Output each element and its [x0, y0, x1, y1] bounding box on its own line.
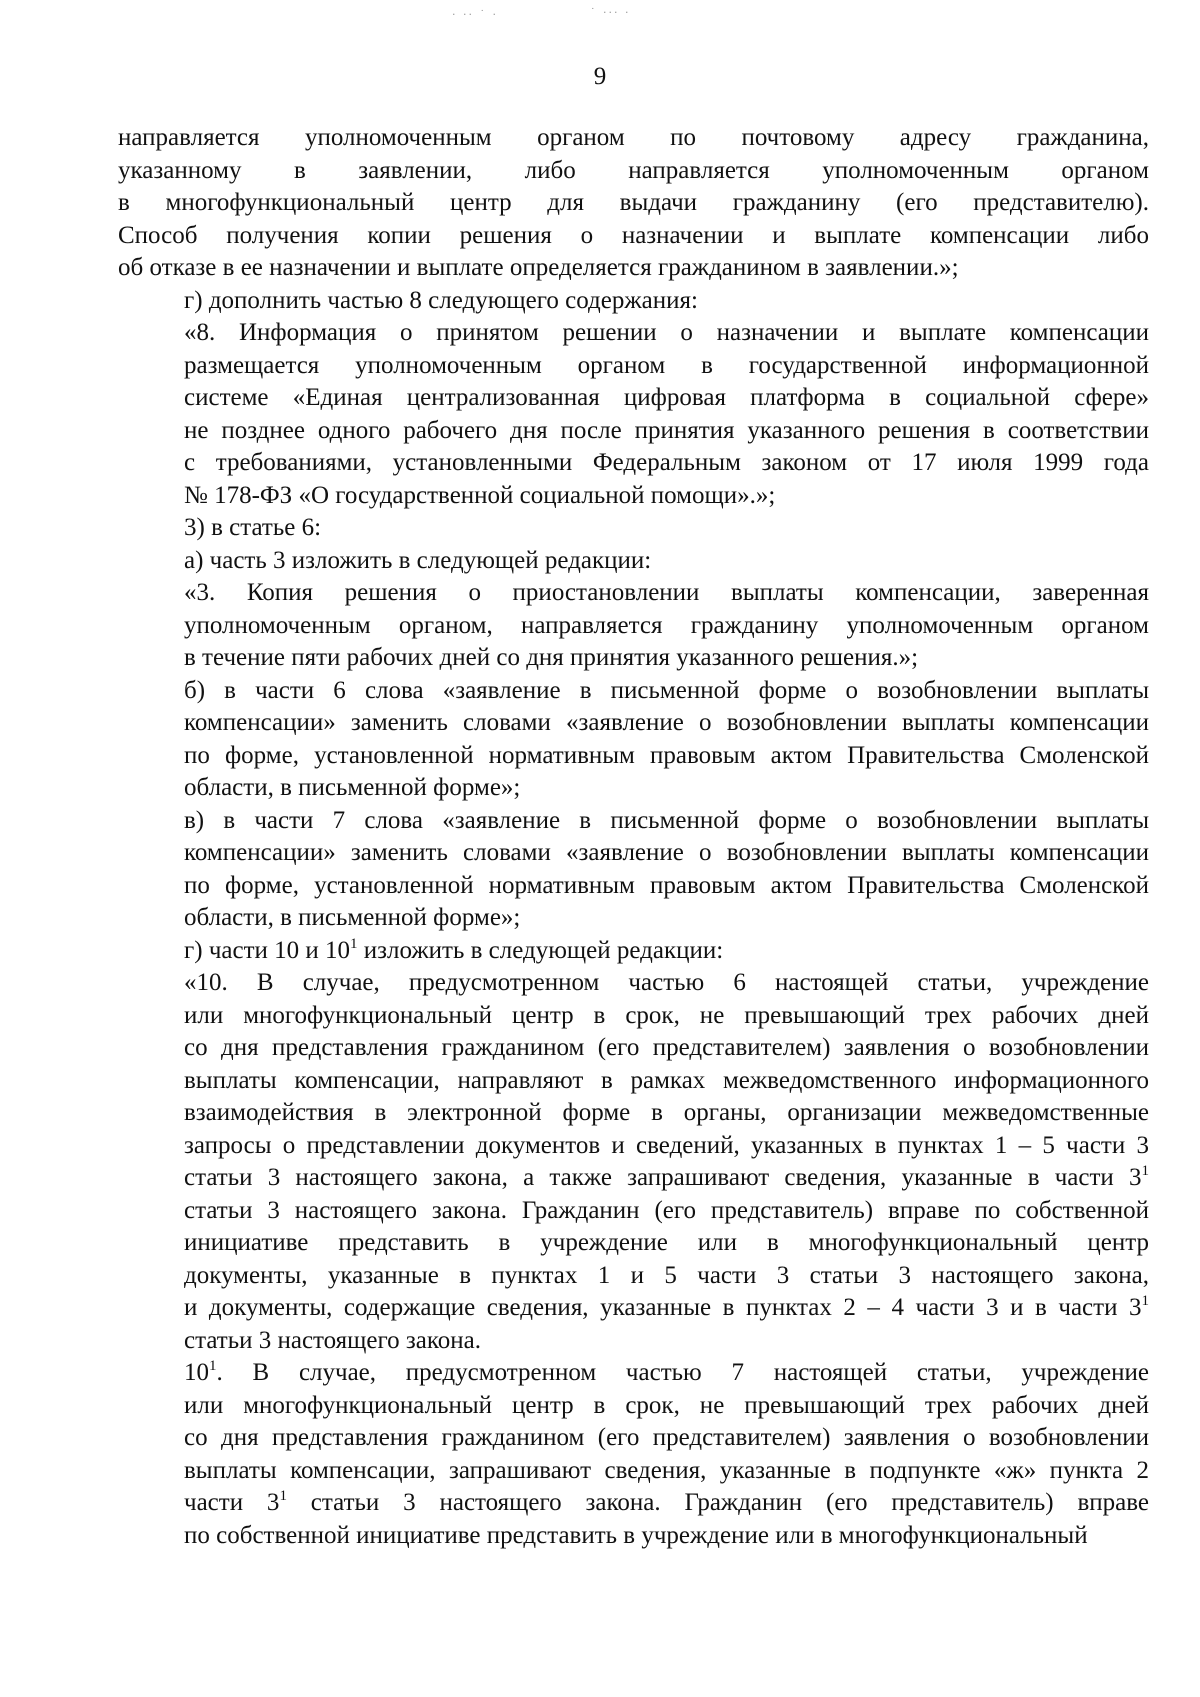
- text-line: [118, 1292, 1149, 1325]
- text-run: по форме, установленной нормативным правовым актом Правительства Смоленской: [184, 741, 1149, 769]
- text-line: [118, 1000, 1149, 1033]
- text-line: [118, 545, 1149, 578]
- paragraph: [118, 1357, 1149, 1552]
- text-line: [118, 837, 1149, 870]
- text-line: [118, 967, 1149, 1000]
- text-run: в) в части 7 слова «заявление в письменной форме о возобновлении выплаты: [184, 806, 1149, 834]
- text-line: [118, 512, 1149, 545]
- text-run: а) часть 3 изложить в следующей редакции:: [184, 546, 652, 574]
- paragraph: [118, 317, 1149, 512]
- text-run: компенсации» заменить словами «заявление о возобновлении выплаты компенсации: [184, 709, 1149, 736]
- superscript: 1: [1141, 1163, 1149, 1179]
- text-line: [118, 610, 1149, 643]
- text-run: со дня представления гражданином (его представителем) заявления о возобновлении: [184, 1424, 1149, 1451]
- paragraph: [118, 675, 1149, 805]
- text-run: в многофункциональный центр для выдачи гражданину (его представителю).: [118, 189, 1149, 216]
- text-line: [118, 1130, 1149, 1163]
- text-line: [118, 1455, 1149, 1488]
- superscript: 1: [279, 1488, 287, 1504]
- scan-artifact: ˙ ··· ·: [590, 6, 631, 19]
- text-run: «3. Копия решения о приостановлении выплаты компенсации, заверенная: [184, 579, 1149, 606]
- text-run: уполномоченным органом, направляется гражданину уполномоченным органом: [184, 611, 1149, 639]
- text-run: и документы, содержащие сведения, указанные в пунктах 2 – 4 части 3 и в части 3: [184, 1294, 1142, 1321]
- text-run: указанному в заявлении, либо направляется уполномоченным органом: [118, 156, 1149, 184]
- text-run: с требованиями, установленными Федеральным законом от 17 июля 1999 года: [184, 449, 1149, 476]
- text-line: [118, 350, 1149, 383]
- text-line: [118, 935, 1149, 968]
- text-line: [118, 155, 1149, 188]
- text-run: статьи 3 настоящего закона. Гражданин (его представитель) вправе по собственной: [184, 1196, 1149, 1224]
- text-run: или многофункциональный центр в срок, не превышающий трех рабочих дней: [184, 1001, 1149, 1029]
- paragraph: [118, 122, 1149, 285]
- text-line: [118, 805, 1149, 838]
- text-line: [118, 1065, 1149, 1098]
- text-run: направляется уполномоченным органом по почтовому адресу гражданина,: [118, 124, 1149, 151]
- paragraph: [118, 545, 1149, 578]
- text-run: «10. В случае, предусмотренном частью 6 настоящей статьи, учреждение: [184, 969, 1149, 996]
- text-run: статьи 3 настоящего закона.: [184, 1326, 481, 1354]
- text-line: [118, 1260, 1149, 1293]
- text-line: [118, 480, 1149, 513]
- document-body: [118, 122, 1149, 1552]
- text-run: б) в части 6 слова «заявление в письменной форме о возобновлении выплаты: [184, 676, 1149, 704]
- text-run: статьи 3 настоящего закона, а также запрашивают сведения, указанные в части 3: [184, 1164, 1142, 1191]
- text-run: выплаты компенсации, запрашивают сведения, указанные в подпункте «ж» пункта 2: [184, 1456, 1149, 1484]
- text-line: [118, 285, 1149, 318]
- text-line: [118, 317, 1149, 350]
- superscript: 1: [209, 1358, 217, 1374]
- text-run: инициативе представить в учреждение или в многофункциональный центр: [184, 1229, 1149, 1256]
- text-run: 10: [184, 1359, 209, 1386]
- text-run: 3) в статье 6:: [184, 514, 322, 541]
- text-line: [118, 1520, 1149, 1553]
- text-run: г) части 10 и 10: [184, 936, 351, 964]
- superscript: 1: [350, 935, 358, 952]
- text-line: [118, 1390, 1149, 1423]
- text-run: «8. Информация о принятом решении о назначении и выплате компенсации: [184, 319, 1149, 346]
- text-line: [118, 642, 1149, 675]
- text-line: [118, 252, 1149, 285]
- text-run: или многофункциональный центр в срок, не превышающий трех рабочих дней: [184, 1391, 1149, 1419]
- text-run: размещается уполномоченным органом в государственной информационной: [184, 351, 1149, 379]
- text-line: [118, 1422, 1149, 1455]
- text-line: [118, 382, 1149, 415]
- text-run: компенсации» заменить словами «заявление о возобновлении выплаты компенсации: [184, 839, 1149, 866]
- paragraph: [118, 935, 1149, 968]
- text-line: [118, 1227, 1149, 1260]
- text-line: [118, 772, 1149, 805]
- text-run: по собственной инициативе представить в учреждение или в многофункциональный: [184, 1521, 1088, 1549]
- text-run: выплаты компенсации, направляют в рамках межведомственного информационного: [184, 1066, 1149, 1094]
- page-number: 9: [593, 63, 607, 90]
- text-run: взаимодействия в электронной форме в органы, организации межведомственные: [184, 1099, 1149, 1126]
- text-line: [118, 1097, 1149, 1130]
- text-run: части 3: [184, 1489, 280, 1516]
- text-run: Способ получения копии решения о назначении и выплате компенсации либо: [118, 221, 1149, 249]
- text-run: области, в письменной форме»;: [184, 904, 521, 931]
- scan-artifact: · ·· ˙ ·: [452, 8, 498, 21]
- text-run: не позднее одного рабочего дня после принятия указанного решения в соответствии: [184, 416, 1149, 444]
- text-run: документы, указанные в пунктах 1 и 5 части 3 статьи 3 настоящего закона,: [184, 1261, 1149, 1289]
- text-line: [118, 1195, 1149, 1228]
- text-line: [118, 415, 1149, 448]
- text-line: [118, 577, 1149, 610]
- paragraph: [118, 805, 1149, 935]
- text-run: г) дополнить частью 8 следующего содержания:: [184, 286, 698, 314]
- text-run: области, в письменной форме»;: [184, 774, 521, 801]
- text-line: [118, 220, 1149, 253]
- text-line: [118, 870, 1149, 903]
- text-line: [118, 675, 1149, 708]
- text-line: [118, 740, 1149, 773]
- text-run: об отказе в ее назначении и выплате определяется гражданином в заявлении.»;: [118, 254, 959, 281]
- text-line: [118, 447, 1149, 480]
- superscript: 1: [1141, 1293, 1149, 1309]
- text-run: статьи 3 настоящего закона. Гражданин (его представитель) вправе: [286, 1489, 1149, 1516]
- paragraph: [118, 285, 1149, 318]
- text-line: [118, 187, 1149, 220]
- text-line: [118, 1357, 1149, 1390]
- text-line: [118, 1325, 1149, 1358]
- text-run: со дня представления гражданином (его представителем) заявления о возобновлении: [184, 1034, 1149, 1061]
- text-run: изложить в следующей редакции:: [357, 936, 724, 964]
- text-line: [118, 1162, 1149, 1195]
- text-line: [118, 902, 1149, 935]
- paragraph: [118, 512, 1149, 545]
- text-run: системе «Единая централизованная цифровая платформа в социальной сфере»: [184, 384, 1149, 411]
- text-line: [118, 1487, 1149, 1520]
- text-run: № 178-ФЗ «О государственной социальной помощи».»;: [184, 481, 776, 509]
- paragraph: [118, 967, 1149, 1357]
- text-line: [118, 1032, 1149, 1065]
- text-run: . В случае, предусмотренном частью 7 настоящей статьи, учреждение: [216, 1359, 1149, 1386]
- text-run: в течение пяти рабочих дней со дня принятия указанного решения.»;: [184, 644, 919, 671]
- text-run: запросы о представлении документов и сведений, указанных в пунктах 1 – 5 части 3: [184, 1131, 1149, 1159]
- text-line: [118, 707, 1149, 740]
- text-line: [118, 122, 1149, 155]
- text-run: по форме, установленной нормативным правовым актом Правительства Смоленской: [184, 871, 1149, 899]
- paragraph: [118, 577, 1149, 675]
